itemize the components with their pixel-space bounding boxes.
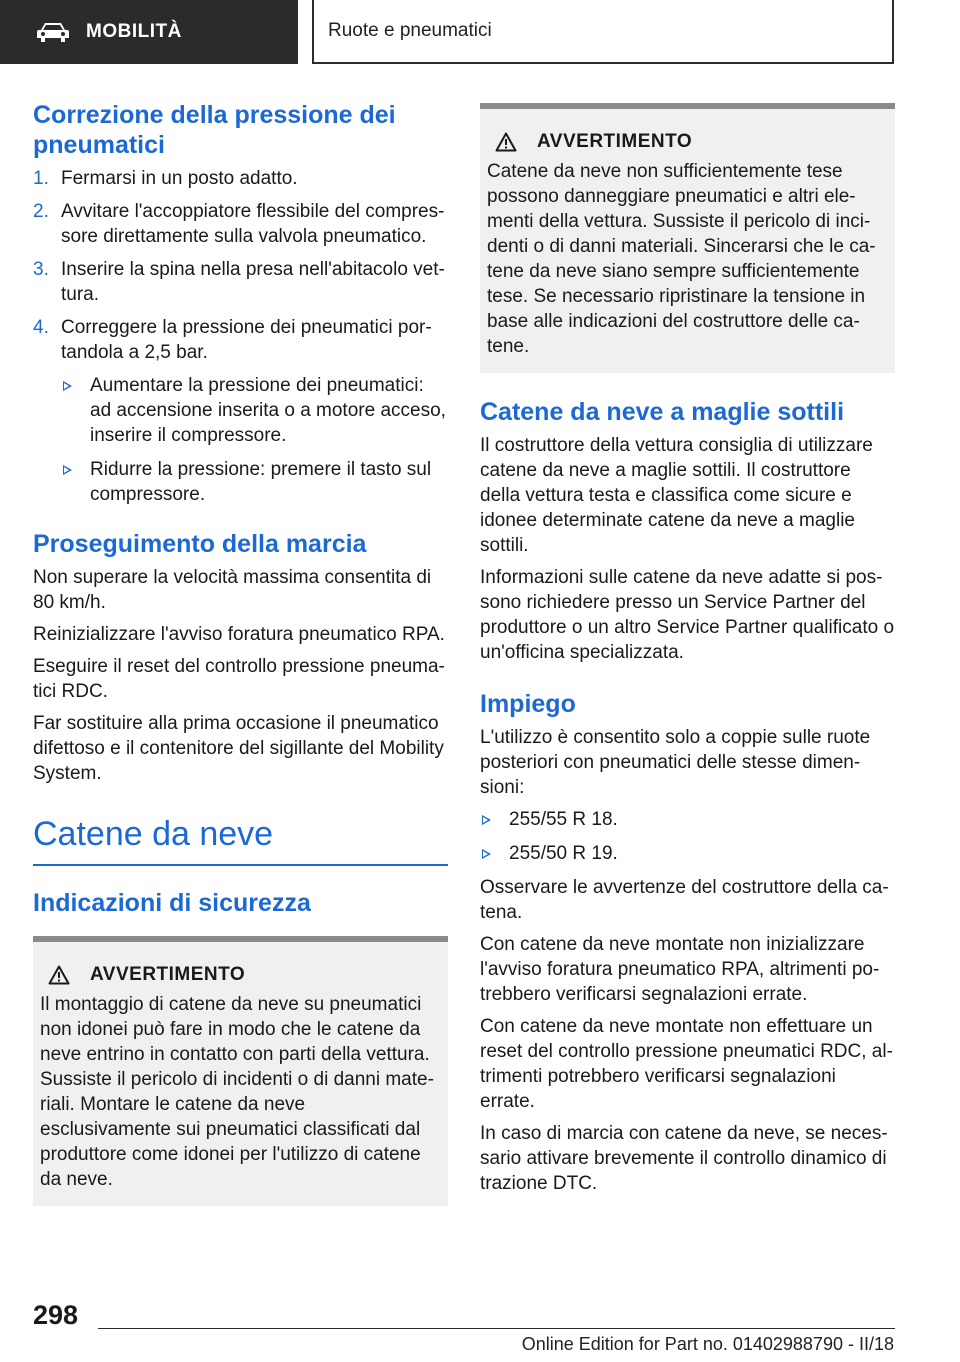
step-number: 2. (33, 201, 49, 222)
step-text: Avvitare l'accoppiatore flessibile del compres‐sore direttamente sulla valvola pneumatico. (61, 201, 445, 247)
list-item (480, 807, 895, 832)
right-column (480, 103, 895, 1203)
bullet-text: Aumentare la pressione dei pneumatici: ad accensione inserita o a motore acceso, inserire il compressore. (90, 375, 446, 446)
heading-maglie: Catene da neve a maglie sottili (480, 398, 845, 426)
bullet-text: 255/55 R 18. (509, 809, 618, 830)
heading-rule (33, 864, 448, 866)
triangle-bullet-icon (63, 381, 72, 391)
list-item (33, 257, 448, 307)
chapter-label: Ruote e pneumatici (328, 20, 492, 41)
paragraph: Informazioni sulle catene da neve adatte si pos‐sono richiedere presso un Service Partner del produttore o un altro Service Partner qualificato o un'officina specializzata. (480, 567, 895, 663)
list-item (61, 457, 448, 507)
warning-box (33, 936, 448, 1206)
warning-triangle-icon (495, 132, 517, 152)
footer-rule (98, 1328, 895, 1329)
warning-title-row (40, 964, 440, 986)
triangle-bullet-icon (482, 849, 491, 859)
list-item (33, 166, 448, 191)
bullet-text: Ridurre la pressione: premere il tasto sul compressore. (90, 459, 432, 505)
sub-bullet-list (61, 373, 448, 507)
paragraph: Eseguire il reset del controllo pressione pneuma‐tici RDC. (33, 656, 445, 702)
paragraph: In caso di marcia con catene da neve, se neces‐sario attivare brevemente il controllo dinamico di trazione DTC. (480, 1123, 888, 1194)
list-item (33, 199, 448, 249)
step-text: Correggere la pressione dei pneumatici por‐tandola a 2,5 bar. (61, 317, 432, 363)
paragraph: Con catene da neve montate non effettuare un reset del controllo pressione pneumatici RDC, al‐trimenti potrebbero verificarsi segnalazioni errate. (480, 1016, 893, 1112)
warning-text: Il montaggio di catene da neve su pneumatici non idonei può fare in modo che le catene da neve entrino in contatto con parti della vettura. Sussiste il pericolo di incidenti o di danni mate‐riali. Montare le catene da neve esclusivamente sui pneumatici classificati dal produttore come idonei per l'utilizzo di catene da neve. (40, 994, 434, 1190)
car-icon (36, 21, 70, 43)
paragraph: Non superare la velocità massima consentita di 80 km/h. (33, 567, 432, 613)
warning-title: AVVERTIMENTO (537, 131, 693, 152)
chapter-tab (312, 0, 894, 64)
warning-title-row (487, 131, 887, 153)
heading-impiego: Impiego (480, 690, 576, 718)
section-label: MOBILITÀ (86, 21, 182, 42)
edition-text: Online Edition for Part no. 01402988790 - II/18 (521, 1334, 894, 1354)
section-tab (0, 0, 298, 64)
paragraph: Reinizializzare l'avviso foratura pneumatico RPA. (33, 624, 445, 645)
step-number: 1. (33, 168, 49, 189)
sizes-list (480, 807, 895, 866)
step-text: Fermarsi in un posto adatto. (61, 168, 298, 189)
heading-catene: Catene da neve (33, 815, 274, 853)
warning-triangle-icon (48, 965, 70, 985)
steps-list (33, 166, 448, 365)
step-number: 4. (33, 317, 49, 338)
paragraph: Far sostituire alla prima occasione il pneumatico difettoso e il contenitore del sigillante del Mobility System. (33, 713, 444, 784)
heading-indicazioni: Indicazioni di sicurezza (33, 889, 311, 917)
warning-title: AVVERTIMENTO (90, 964, 246, 985)
paragraph: Il costruttore della vettura consiglia di utilizzare catene da neve a maglie sottili. Il costruttore della vettura testa e classifica come sicure e idonee determinate catene da neve a maglie sottili. (480, 435, 873, 556)
page-number: 298 (33, 1300, 79, 1330)
paragraph: Con catene da neve montate non inizializzare l'avviso foratura pneumatico RPA, altrimenti po‐trebbero verificarsi segnalazioni errate. (480, 934, 880, 1005)
paragraph: Osservare le avvertenze del costruttore della ca‐tena. (480, 877, 889, 923)
left-column (33, 100, 448, 1206)
triangle-bullet-icon (482, 815, 491, 825)
warning-text: Catene da neve non sufficientemente tese possono danneggiare pneumatici e altri ele‐menti della vettura. Sussiste il pericolo di inci‐denti o di danni materiali. Sincerarsi che le ca‐tene da neve siano sempre sufficientemente tese. Se necessario ripristinare la tensione in base alle indicazioni del costruttore delle ca‐tene. (487, 161, 876, 357)
list-item (480, 841, 895, 866)
heading-correzione: Correzione della pressione dei pneumatici (33, 101, 396, 159)
heading-proseguimento: Proseguimento della marcia (33, 530, 367, 558)
triangle-bullet-icon (63, 465, 72, 475)
list-item (61, 373, 448, 448)
warning-box (480, 103, 895, 373)
step-number: 3. (33, 259, 49, 280)
step-text: Inserire la spina nella presa nell'abitacolo vet‐tura. (61, 259, 445, 305)
bullet-text: 255/50 R 19. (509, 843, 618, 864)
list-item (33, 315, 448, 365)
paragraph: L'utilizzo è consentito solo a coppie sulle ruote posteriori con pneumatici delle stesse dimen‐sioni: (480, 727, 871, 798)
